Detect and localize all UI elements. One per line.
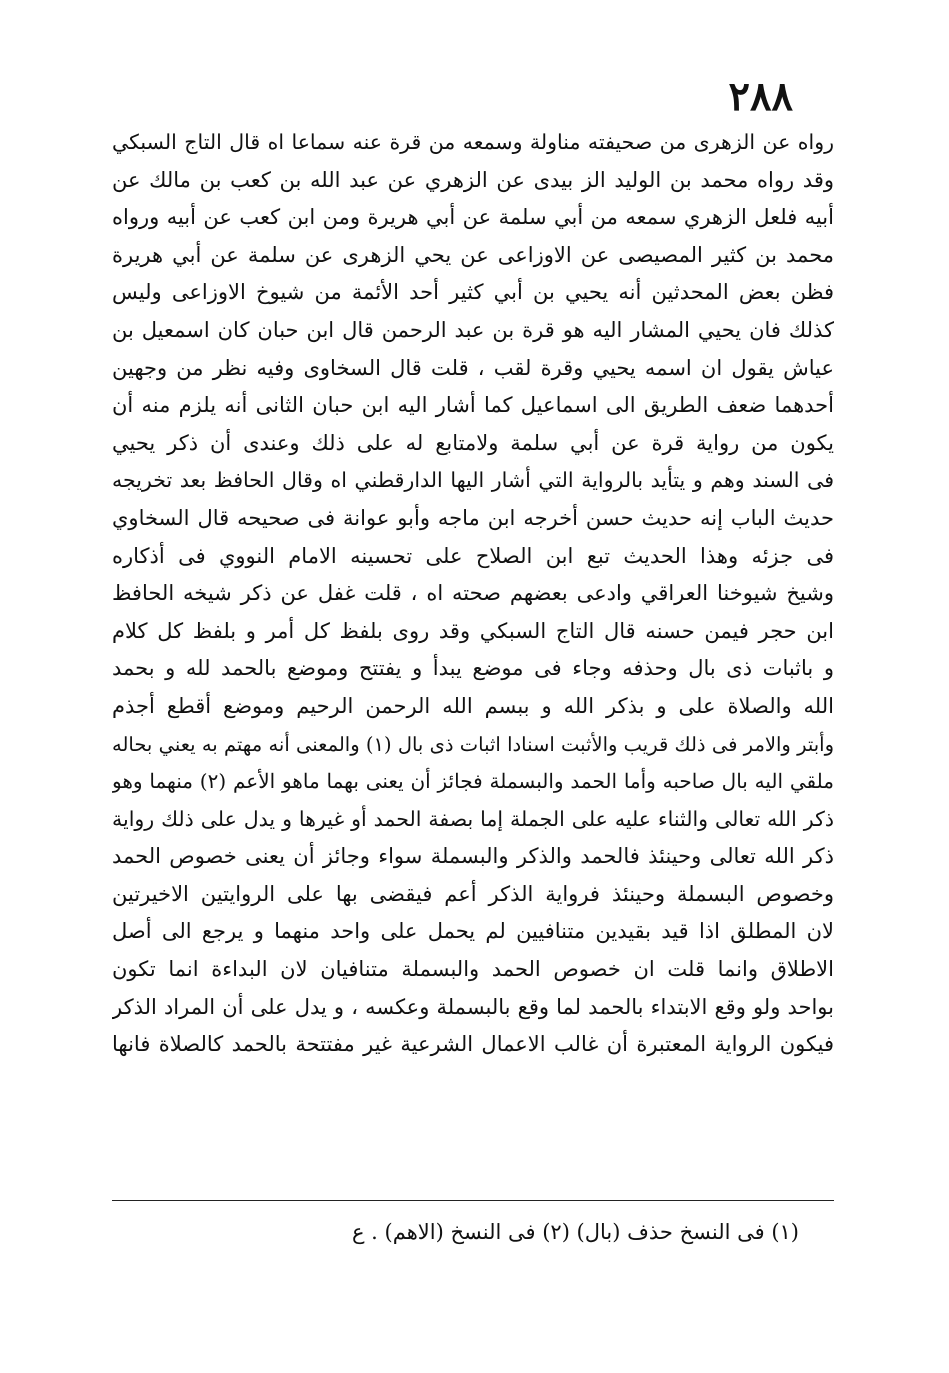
text-line: حديث الباب إنه حديث حسن أخرجه ابن ماجه وأبو عوانة فى صحيحه قال السخاوي (112, 505, 834, 530)
text-line: فيكون الرواية المعتبرة أن غالب الاعمال الشرعية غير مفتتحة بالحمد كالصلاة فانها (112, 1032, 834, 1057)
text-line: فى السند وهم و يتأيد بالرواية التي أشار اليها الدارقطني اه وقال الحافظ بعد تخريجه (112, 468, 834, 493)
text-line: وأبتر والامر فى ذلك قريب والأثبت اسنادا اثبات ذى بال (١) والمعنى أنه مهتم به يعني بحاله (112, 732, 834, 756)
body-text (112, 124, 834, 1064)
text-line: أبيه فلعل الزهري سمعه من أبي سلمة عن أبي هريرة ومن ابن كعب عن أبيه ورواه (112, 205, 834, 230)
text-line: رواه عن الزهرى من صحيفته مناولة وسمعه من قرة عنه سماعا اه قال التاج السبكي (112, 130, 834, 154)
text-line: كذلك فان يحيي المشار اليه هو قرة بن عبد الرحمن قال ابن حبان كان اسمعيل بن (112, 317, 834, 342)
text-line: وقد رواه محمد بن الوليد الز بيدى عن الزهري عن عبد الله بن كعب بن مالك عن (112, 167, 834, 192)
text-line: ابن حجر فيمن حسنه قال التاج السبكي وقد روى بلفظ كل أمر و بلفظ كل كلام (112, 618, 834, 643)
text-line: ذكر الله تعالى وحينئذ فالحمد والذكر والبسملة سواء وجائز أن يعنى خصوص الحمد (112, 844, 834, 869)
text-line: ذكر الله تعالى والثناء عليه على الجملة إما بصفة الحمد أو غيرها و يدل على ذلك رواية (112, 806, 834, 831)
text-line: وخصوص البسملة وحينئذ فرواية الذكر أعم فيقضى بها على الروايتين الاخيرتين (112, 881, 834, 906)
text-line: بواحد ولو وقع الابتداء بالحمد لما وقع بالبسملة وعكسه ، و يدل على أن المراد الذكر (112, 994, 834, 1019)
text-line: لان المطلق اذا قيد بقيدين متنافيين لم يحمل على واحد منهما و يرجع الى أصل (112, 919, 834, 944)
text-line: وشيخ شيوخنا العراقي وادعى بعضهم صحته اه ، قلت غفل عن ذكر شيخه الحافظ (112, 581, 834, 606)
text-line: عياش يقول ان اسمه يحيي وقرة لقب ، قلت قال السخاوى وفيه نظر من وجهين (112, 355, 834, 380)
text-line: يكون من رواية قرة عن أبي سلمة ولامتابع له على ذلك وعندى أن ذكر يحيي (112, 430, 834, 455)
text-line: أحدهما ضعف الطريق الى اسماعيل كما أشار اليه ابن حبان الثانى أنه يلزم منه أن (112, 393, 834, 418)
text-line: فى جزئه وهذا الحديث تبع ابن الصلاح على تحسينه الامام النووي فى أذكاره (112, 543, 834, 568)
text-line: و باثبات ذى بال وحذفه وجاء فى موضع يبدأ و يفتتح وموضع بالحمد لله و بحمد (112, 656, 834, 681)
text-line: ملقي اليه بال صاحبه وأما الحمد والبسملة فجائز أن يعنى بهما ماهو الأعم (٢) منهما وهو (112, 769, 834, 794)
text-line: فظن بعض المحدثين أنه يحيي بن أبي كثير أحد الأئمة من شيوخ الاوزاعى وليس (112, 280, 834, 305)
footnote-divider (112, 1200, 834, 1201)
footnote: (١) فى النسخ حذف (بال) (٢) فى النسخ (الاهم) . ع (351, 1220, 799, 1244)
text-line: الله والصلاة على و بذكر الله و ببسم الله الرحمن الرحيم وموضع أقطع أجذم (112, 693, 834, 718)
text-line: الاطلاق وانما قلت ان خصوص الحمد والبسملة متنافيان لان البداءة انما تكون (112, 957, 834, 982)
page-number: ٢٨٨ (728, 73, 793, 120)
text-line: محمد بن كثير المصيصى عن الاوزاعى عن يحي الزهرى عن سلمة عن أبي هريرة (112, 242, 834, 267)
